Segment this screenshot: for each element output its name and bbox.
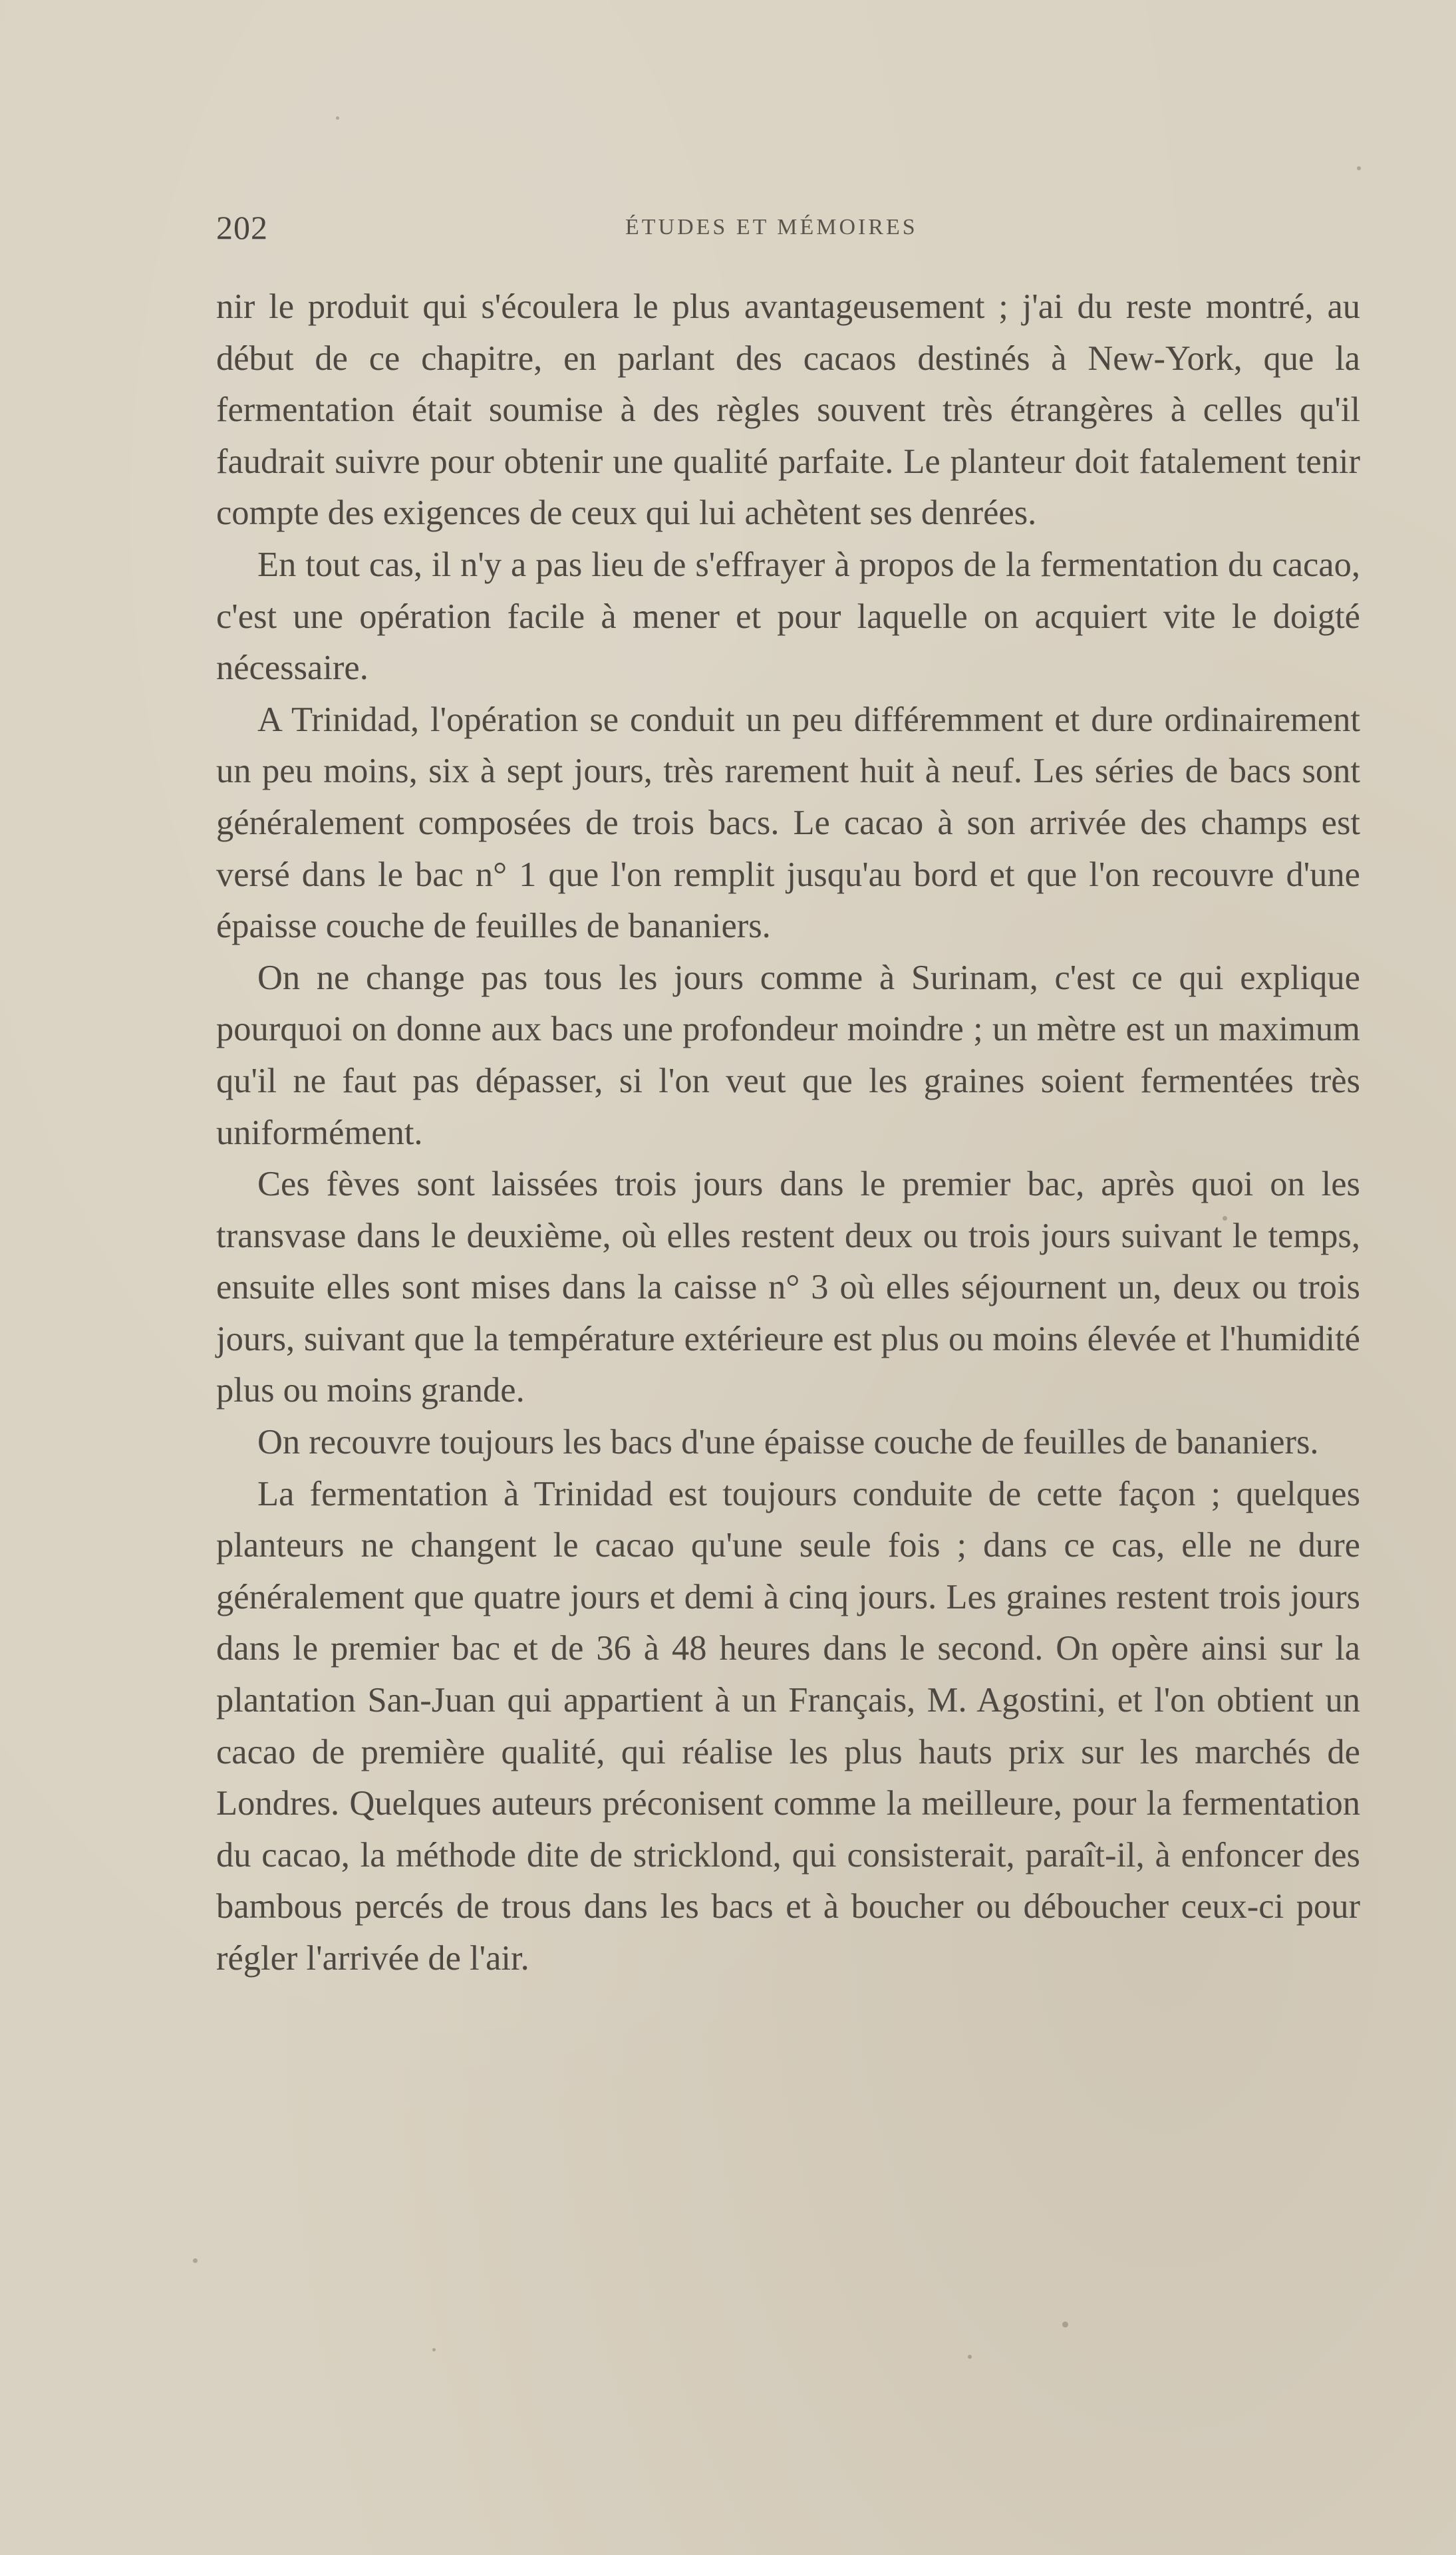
paragraph: On ne change pas tous les jours comme à Surinam, c'est ce qui explique pourquoi on donne aux bacs une profondeur moindre ; un mètre est un maximum qu'il ne faut pas dépasser, si l'on veut que les graines soient fermentées très uniformément. (216, 958, 1360, 1152)
paragraph: La fermentation à Trinidad est toujours conduite de cette façon ; quelques planteurs ne changent le cacao qu'une seule fois ; dans ce cas, elle ne dure généralement que quatre jours et demi à cinq jours. Les graines restent trois jours dans le premier bac et de 36 à 48 heures dans le second. On opère ainsi sur la plantation San-Juan qui appartient à un Français, M. Agostini, et l'on obtient un cacao de première qualité, qui réalise les plus hauts prix sur les marchés de Londres. Quelques auteurs préconisent comme la meilleure, pour la fermentation du cacao, la méthode dite de stricklond, qui consisterait, paraît-il, à enfoncer des bambous percés de trous dans les bacs et à boucher ou déboucher ceux-ci pour régler l'arrivée de l'air. (216, 1474, 1360, 1978)
paper-speck (193, 2258, 198, 2263)
paragraph: nir le produit qui s'écoulera le plus avantageusement ; j'ai du reste montré, au début de ce chapitre, en parlant des cacaos destinés à New-York, que la fermentation était soumise à des règles souvent très étrangères à celles qu'il faudrait suivre pour obtenir une qualité parfaite. Le planteur doit fatalement tenir compte des exigences de ceux qui lui achètent ses denrées. (216, 287, 1360, 533)
paper-speck (432, 2348, 436, 2351)
paper-speck (336, 116, 339, 120)
paper-speck (1357, 166, 1361, 170)
paragraph: En tout cas, il n'y a pas lieu de s'effrayer à propos de la fermentation du cacao, c'est une opération facile à mener et pour laquelle on acquiert vite le doigté nécessaire. (216, 545, 1360, 688)
paper-speck (1223, 1216, 1227, 1221)
running-title: ÉTUDES ET MÉMOIRES (625, 215, 918, 239)
paper-speck (968, 2355, 972, 2359)
page-number: 202 (216, 209, 268, 246)
paragraph: On recouvre toujours les bacs d'une épaisse couche de feuilles de bananiers. (257, 1423, 1319, 1462)
paper-speck (1062, 2322, 1068, 2328)
body-text (216, 281, 1360, 1985)
paragraph: A Trinidad, l'opération se conduit un peu différemment et dure ordinairement un peu moins, six à sept jours, très rarement huit à neuf. Les séries de bacs sont généralement composées de trois bacs. Le cacao à son arrivée des champs est versé dans le bac n° 1 que l'on remplit jusqu'au bord et que l'on recouvre d'une épaisse couche de feuilles de bananiers. (216, 700, 1360, 946)
paragraph: Ces fèves sont laissées trois jours dans le premier bac, après quoi on les transvase dans le deuxième, où elles restent deux ou trois jours suivant le temps, ensuite elles sont mises dans la caisse n° 3 où elles séjournent un, deux ou trois jours, suivant que la température extérieure est plus ou moins élevée et l'humidité plus ou moins grande. (216, 1165, 1360, 1410)
page-header (216, 203, 1347, 256)
